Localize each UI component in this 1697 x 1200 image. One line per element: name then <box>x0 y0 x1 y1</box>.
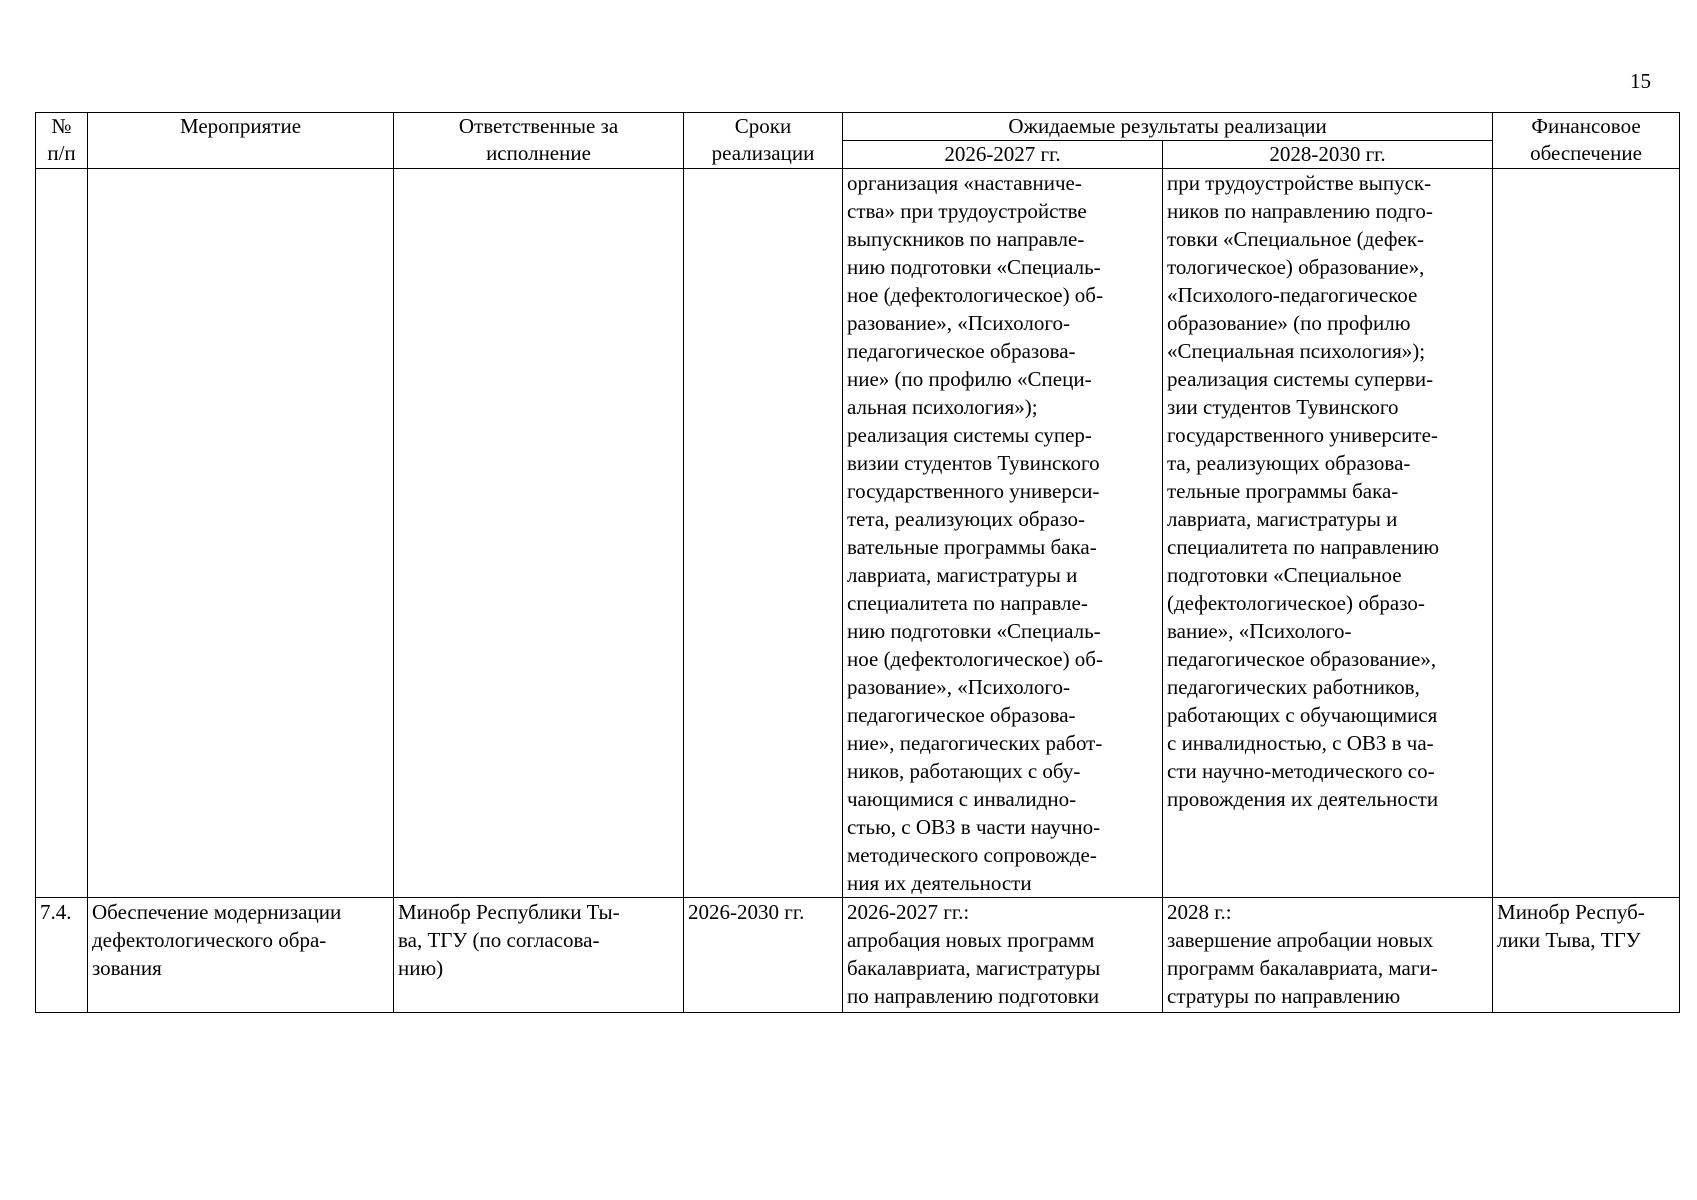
page-number: 15 <box>1630 69 1651 93</box>
row-result-2028-2030: при трудоустройстве выпуск- ников по направлению подго- товки «Специальное (дефек- тологическое) образование», «Психолого-педагогическое образование» (по профилю «Специальная психология»); реализация системы суперви- зии студентов Тувинского государственного университе- та, реализующих образова- тельные программы бака- лавриата, магистратуры и специалитета по направлению подготовки «Специальное (дефектологическое) образо- вание», «Психолого- педагогическое образование», педагогических работников, работающих с обучающимися с инвалидностью, с ОВЗ в ча- сти научно-методического со- провождения их деятельности <box>1163 169 1493 898</box>
row-event: Обеспечение модернизации дефектологического обра- зования <box>88 898 394 1013</box>
header-finance: Финансовое обеспечение <box>1493 113 1680 169</box>
header-expected-results: Ожидаемые результаты реализации <box>843 113 1493 141</box>
header-event: Мероприятие <box>88 113 394 169</box>
row-result-2026-2027: 2026-2027 гг.: апробация новых программ бакалавриата, магистратуры по направлению подготовки <box>843 898 1163 1013</box>
row-deadline <box>684 169 843 898</box>
header-period-2028-2030: 2028-2030 гг. <box>1163 141 1493 169</box>
row-finance: Минобр Респуб- лики Тыва, ТГУ <box>1493 898 1680 1013</box>
row-event <box>88 169 394 898</box>
row-finance <box>1493 169 1680 898</box>
header-num: № п/п <box>36 113 88 169</box>
header-deadline: Сроки реализации <box>684 113 843 169</box>
row-num <box>36 169 88 898</box>
action-plan-table <box>35 112 1680 1013</box>
table-row <box>36 898 1680 1013</box>
row-result-2028-2030: 2028 г.: завершение апробации новых программ бакалавриата, маги- стратуры по направлению <box>1163 898 1493 1013</box>
row-responsible: Минобр Республики Ты- ва, ТГУ (по согласова- нию) <box>394 898 684 1013</box>
table-row <box>36 169 1680 898</box>
row-deadline: 2026-2030 гг. <box>684 898 843 1013</box>
row-result-2026-2027: организация «наставниче- ства» при трудоустройстве выпускников по направле- нию подготовки «Специаль- ное (дефектологическое) об- разование», «Психолого- педагогическое образова- ние» (по профилю «Специ- альная психология»); реализация системы супер- визии студентов Тувинского государственного универси- тета, реализуюцих образо- вательные программы бака- лавриата, магистратуры и специалитета по направле- нию подготовки «Специаль- ное (дефектологическое) об- разование», «Психолого- педагогическое образова- ние», педагогических работ- ников, работающих с обу- чающимися с инвалидно- стью, с ОВЗ в части научно- методического сопровожде- ния их деятельности <box>843 169 1163 898</box>
row-responsible <box>394 169 684 898</box>
row-num: 7.4. <box>36 898 88 1013</box>
header-responsible: Ответственные за исполнение <box>394 113 684 169</box>
header-period-2026-2027: 2026-2027 гг. <box>843 141 1163 169</box>
header-row <box>36 113 1680 141</box>
